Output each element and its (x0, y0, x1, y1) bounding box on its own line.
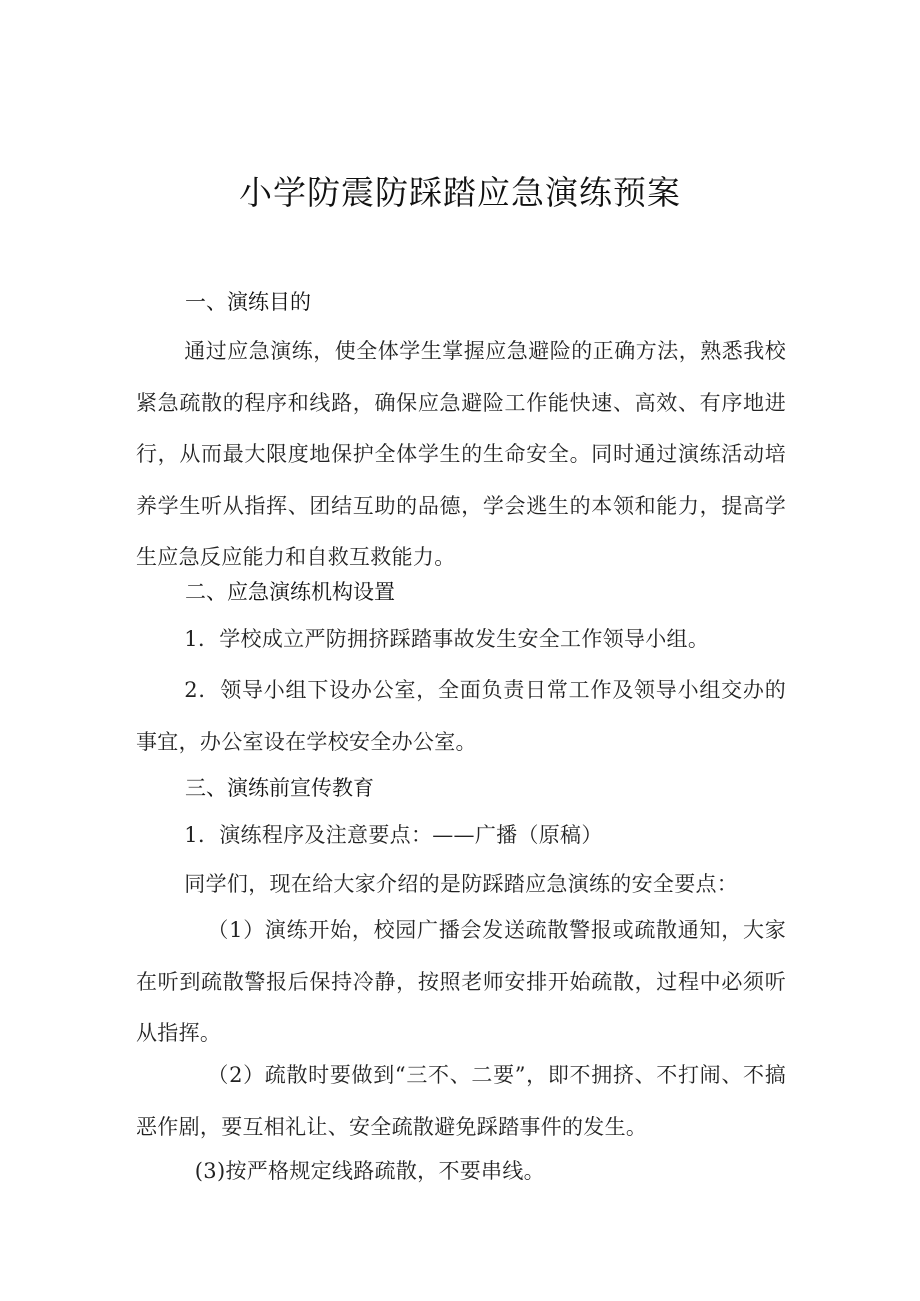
section-3-item-1: （1）演练开始，校园广播会发送疏散警报或疏散通知，大家在听到疏散警报后保持冷静，按照老师安排开始疏散，过程中必须听从指挥。 (136, 918, 786, 1045)
section-2-paragraph-1: 1．学校成立严防拥挤踩踏事故发生安全工作领导小组。 (184, 627, 710, 651)
section-3-paragraph-2: 同学们，现在给大家介绍的是防踩踏应急演练的安全要点： (184, 872, 739, 896)
document-title: 小学防震防踩踏应急演练预案 (239, 173, 681, 212)
section-heading-2: 二、应急演练机构设置 (185, 580, 395, 604)
section-3-paragraph-1: 1．演练程序及注意要点：——广播（原稿） (184, 823, 603, 847)
section-heading-1: 一、演练目的 (185, 290, 311, 314)
section-3-item-3: (3)按严格规定线路疏散，不要串线。 (194, 1159, 545, 1183)
section-2-paragraph-2: 2．领导小组下设办公室，全面负责日常工作及领导小组交办的事宜，办公室设在学校安全办公室。 (136, 678, 786, 754)
section-heading-3: 三、演练前宣传教育 (185, 776, 374, 800)
section-1-paragraph-1: 通过应急演练，使全体学生掌握应急避险的正确方法，熟悉我校紧急疏散的程序和线路，确保应急避险工作能快速、高效、有序地进行，从而最大限度地保护全体学生的生命安全。同时通过演练活动培养学生听从指挥、团结互助的品德，学会逃生的本领和能力，提高学生应急反应能力和自救互救能力。 (136, 339, 786, 569)
section-3-item-2: （2）疏散时要做到“三不、二要”，即不拥挤、不打闹、不搞恶作剧，要互相礼让、安全疏散避免踩踏事件的发生。 (136, 1063, 786, 1139)
